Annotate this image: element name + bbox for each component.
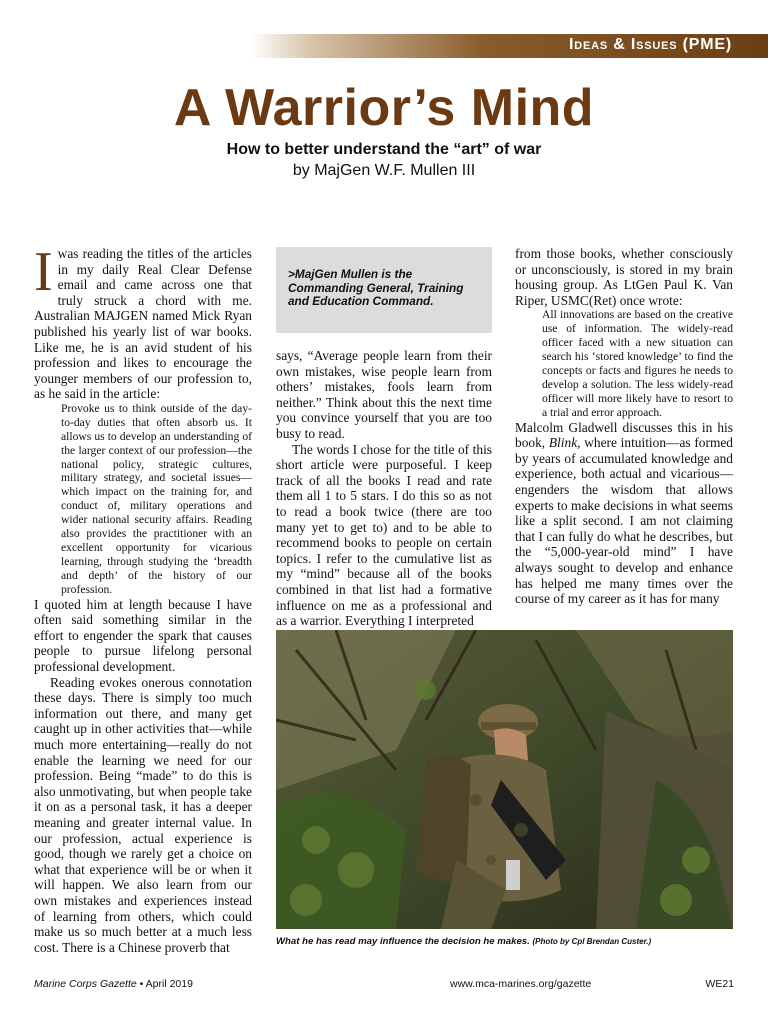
photo-credit: (Photo by Cpl Brendan Custer.) [532,937,652,946]
intro-text: was reading the titles of the articles in my daily Real Clear Defense email and came across one that truly struck a chord with me. Australian MAJGEN named Mick Ryan published his yearly list of war books. Like me, he is an avid student of his profession and likes to encourage the younger members of our profession to, as he said in the article: [34,246,252,402]
article-subtitle: How to better understand the “art” of war [226,141,542,158]
marine-photo [276,630,733,929]
article-title: A Warrior’s Mind [173,79,595,137]
author-note: >MajGen Mullen is the Commanding General, Training and Education Command. [288,267,464,308]
drop-cap: I [34,241,53,303]
paragraph: says, “Average people learn from their own mistakes, wise people learn from others’ mistakes, fools learn from neither.” Think about this the next time you convince yourself that you are too busy to read. [276,348,492,441]
paragraph: The words I chose for the title of this short article were purposeful. I keep track of all the books I read and rate them all 1 to 5 stars. I do this so as not to read a book twice (there are too many yet to get to) and to be able to recommend books to people on certain topics. I refer to the cumulative list as my “mind” because all of the books combined in that list had a formative influence on me as a professional and as a warrior. Everything I interpreted [276,441,492,629]
column-3 [515,246,733,607]
article-byline: by MajGen W.F. Mullen III [292,162,476,179]
section-banner [250,34,768,58]
author-note-box [276,247,492,333]
caption-text: What he has read may influence the decision he makes. [276,936,530,947]
column-2 [276,348,492,629]
block-quote-ryan: Provoke us to think outside of the day-to-day duties that often absorb us. It allows us to develop an understanding of the larger context of our profession—the national policy, strategic cultures, military strategy, and societal issues—which impact on the training for, and conduct of, military operations and wider national security affairs. Reading also provides the practitioner with an excellent opportunity for vicarious learning, through studying the ‘breadth and depth’ of the history of our profession. [61,401,252,596]
publication-name: Marine Corps Gazette [34,978,137,990]
footer-publication: Marine Corps Gazette • April 2019 [34,978,193,990]
paragraph: Reading evokes onerous connotation these days. There is simply too much information out there, and many get caught up in other activities that—while much more entertaining—really do not enable the learning we need for our profession. Being “made” to do this is also unmotivating, but when people take it on as a personal task, it has a deeper meaning and greater internal value. In our profession, actual experience is good, though we rarely get a choice on what that experience will be or when it will happen. We also learn from our own mistakes and experiences instead of learning from others, which could make us so much better at a much less cost. There is a Chinese proverb that [34,674,252,955]
paragraph-intro [34,241,252,402]
page-number: WE21 [705,978,734,990]
column-1 [34,241,252,955]
paragraph-gladwell: Malcolm Gladwell discusses this in his book, Blink, where intuition—as formed by years of accumulated knowledge and experience, both actual and vicarious—engenders the wisdom that allows experts to make decisions in what seems like a split second. I am not claiming that I can fully do what he describes, but the “5,000-year-old mind” I have always sought to develop and enhance has helped me many times over the course of my career as it has for many [515,419,733,607]
book-title: Blink, [548,435,581,451]
photo-caption [276,936,733,947]
issue-date: April 2019 [145,978,193,990]
paragraph: I quoted him at length because I have often said something similar in the effort to engender the spark that causes people to pursue lifelong personal professional development. [34,596,252,674]
block-quote-van-riper: All innovations are based on the creative use of information. The widely-read officer faced with a new situation can search his ‘stored knowledge’ to find the concepts or facts and figures he needs to develop a solution. The less widely-read officer will more likely have to resort to a trial and error approach. [542,308,733,419]
section-banner-label: Ideas & Issues (PME) [569,36,732,53]
footer-url[interactable]: www.mca-marines.org/gazette [450,978,592,990]
paragraph: from those books, whether consciously or unconsciously, is stored in my brain housing group. As LtGen Paul K. Van Riper, USMC(Ret) once wrote: [515,246,733,308]
